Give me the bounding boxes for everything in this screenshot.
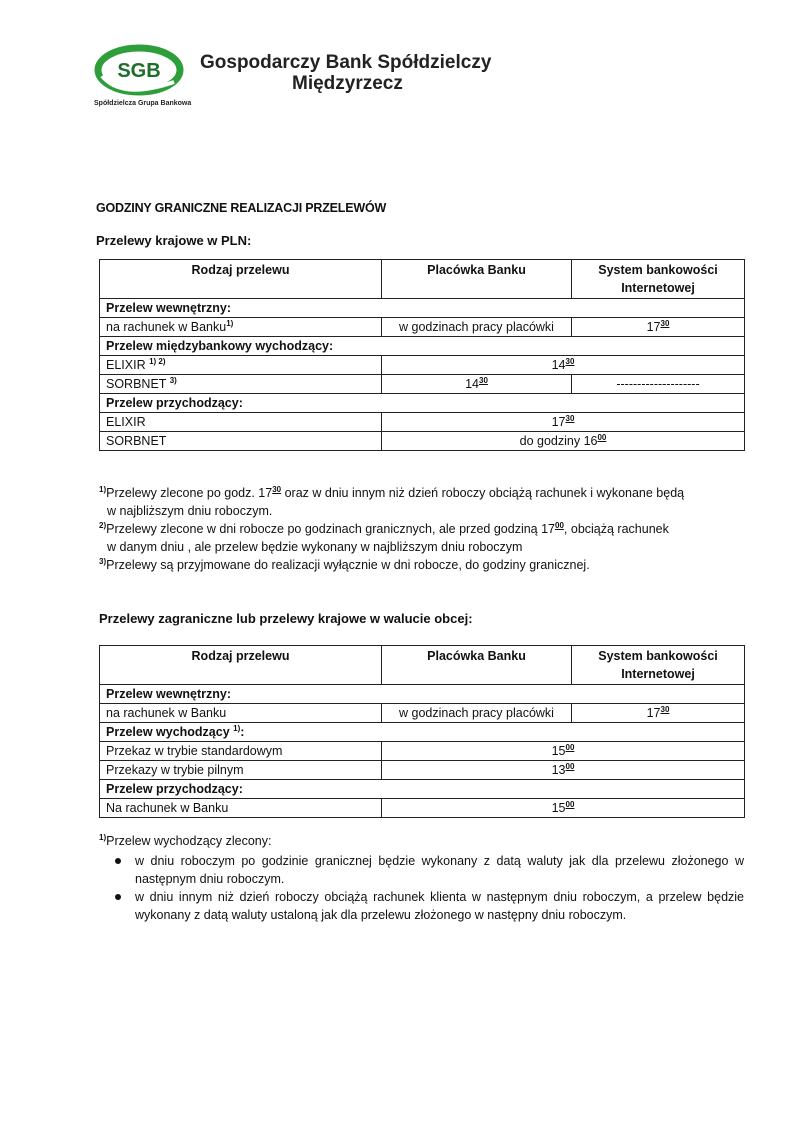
footnote-1: $^{1)}$Przelewy zlecone po godz. $17^{30}$ oraz w dniu innym niż dzień roboczy obciążą rachunek i wykonane będą xyxy=(99,485,685,500)
group-outgoing: Przelew międzybankowy wychodzący: xyxy=(100,337,745,356)
footnote-ref: 1) 2) xyxy=(149,357,166,366)
group-outgoing: Przelew wychodzący $^{1)}$: xyxy=(100,723,745,742)
logo-text: SGB xyxy=(117,60,161,82)
table-header-row xyxy=(100,260,745,299)
bank-city: Międzyrzecz xyxy=(292,73,403,94)
col-header-branch: Placówka Banku xyxy=(382,260,572,299)
row-label: na rachunek w Banku$^{1)}$ xyxy=(100,318,382,337)
table-row xyxy=(100,742,745,761)
internet-hour: $17^{30}$ xyxy=(572,704,745,723)
branch-hour: $14^{30}$ xyxy=(382,375,572,394)
col-header-internet: System bankowości Internetowej xyxy=(572,260,745,299)
col-header-branch: Placówka Banku xyxy=(382,646,572,685)
bullet-icon xyxy=(115,858,121,864)
foreign-footnote-intro: $^{1)}$Przelew wychodzący zlecony: xyxy=(99,833,272,848)
group-row xyxy=(100,394,745,413)
group-row xyxy=(100,685,745,704)
domestic-footnotes xyxy=(99,484,744,574)
internet-na: -------------------- xyxy=(572,375,745,394)
col-header-internet: System bankowości Internetowej xyxy=(572,646,745,685)
table-row xyxy=(100,761,745,780)
footnote-2: $^{2)}$Przelewy zlecone w dni robocze po godzinach granicznych, ale przed godziną $17^{00}$, obciążą rachunek xyxy=(99,521,669,536)
table-row xyxy=(100,799,745,818)
col-header-type: Rodzaj przelewu xyxy=(100,260,382,299)
col-header-type: Rodzaj przelewu xyxy=(100,646,382,685)
group-incoming: Przelew przychodzący: xyxy=(100,394,745,413)
table-row xyxy=(100,704,745,723)
foreign-heading: Przelewy zagraniczne lub przelewy krajowe w walucie obcej: xyxy=(99,611,473,626)
letterhead xyxy=(92,40,712,120)
footnote-2-cont: w danym dniu , ale przelew będzie wykonany w najbliższym dniu roboczym xyxy=(107,540,523,554)
internet-hour: $17^{30}$ xyxy=(572,318,745,337)
logo-caption: Spółdzielcza Grupa Bankowa xyxy=(94,100,192,107)
combined-hour: $14^{30}$ xyxy=(382,356,745,375)
document-title: GODZINY GRANICZNE REALIZACJI PRZELEWÓW xyxy=(96,201,387,215)
combined-hour: $15^{00}$ xyxy=(382,799,745,818)
table-row xyxy=(100,356,745,375)
sgb-logo xyxy=(92,40,192,100)
row-label: Przekazy w trybie pilnym xyxy=(100,761,382,780)
row-label: na rachunek w Banku xyxy=(100,704,382,723)
footnote-ref: 1) xyxy=(226,319,234,328)
row-label: ELIXIR $^{1) 2)}$ xyxy=(100,356,382,375)
combined-hour: $15^{00}$ xyxy=(382,742,745,761)
table-row xyxy=(100,432,745,451)
group-row xyxy=(100,337,745,356)
footnote-ref: 3) xyxy=(169,376,177,385)
group-row xyxy=(100,299,745,318)
group-incoming: Przelew przychodzący: xyxy=(100,780,745,799)
table-row xyxy=(100,318,745,337)
table-row xyxy=(100,375,745,394)
group-internal: Przelew wewnętrzny: xyxy=(100,299,745,318)
combined-hour: $13^{00}$ xyxy=(382,761,745,780)
group-row xyxy=(100,780,745,799)
domestic-table xyxy=(99,259,745,451)
domestic-heading: Przelewy krajowe w PLN: xyxy=(96,233,252,248)
combined-hour: $17^{30}$ xyxy=(382,413,745,432)
footnote-1-cont: w najbliższym dniu roboczym. xyxy=(107,504,273,518)
bank-name: Gospodarczy Bank Spółdzielczy xyxy=(200,52,492,73)
group-row xyxy=(100,723,745,742)
row-label: SORBNET xyxy=(100,432,382,451)
combined-hour: do godziny $16^{00}$ xyxy=(382,432,745,451)
row-label: Przekaz w trybie standardowym xyxy=(100,742,382,761)
footnote-3: $^{3)}$Przelewy są przyjmowane do realizacji wyłącznie w dni robocze, do godziny granicznej. xyxy=(99,557,590,572)
group-internal: Przelew wewnętrzny: xyxy=(100,685,745,704)
table-header-row xyxy=(100,646,745,685)
row-label: Na rachunek w Banku xyxy=(100,799,382,818)
table-row xyxy=(100,413,745,432)
bullet-icon xyxy=(115,894,121,900)
foreign-table xyxy=(99,645,745,818)
row-label: ELIXIR xyxy=(100,413,382,432)
list-item: w dniu roboczym po godzinie granicznej będzie wykonany z datą waluty jak dla przelewu złożonego w następnym dniu roboczym. xyxy=(99,852,744,888)
list-item: w dniu innym niż dzień roboczy obciążą rachunek klienta w następnym dniu roboczym, a przelew będzie wykonany z datą waluty ustaloną jak dla przelewu złożonego w następny dniu roboczym. xyxy=(99,888,744,924)
foreign-footnote-bullets xyxy=(99,852,744,924)
branch-hours: w godzinach pracy placówki xyxy=(382,318,572,337)
branch-hours: w godzinach pracy placówki xyxy=(382,704,572,723)
row-label: SORBNET $^{3)}$ xyxy=(100,375,382,394)
